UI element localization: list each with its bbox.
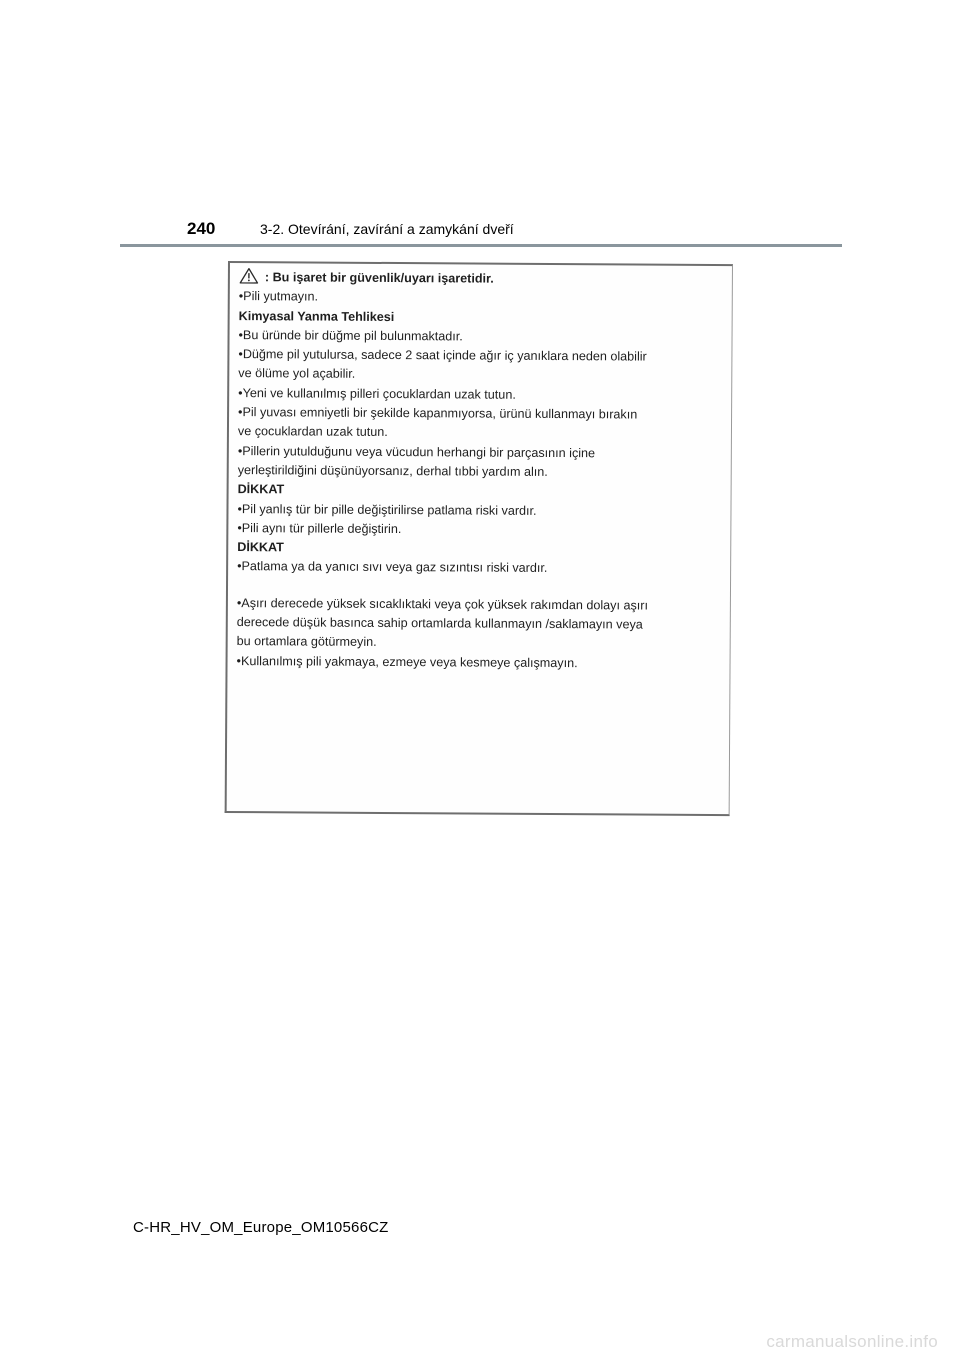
label-text: : Bu işaret bir güvenlik/uyarı işaretidir. (264, 270, 494, 286)
label-line: •Pili aynı tür pillerle değiştirin. (237, 520, 402, 536)
label-line: •Pil yanlış tür bir pille değiştirilirse patlama riski vardır. (237, 501, 537, 518)
header-divider (120, 244, 842, 247)
label-line: •Bu üründe bir düğme pil bulunmaktadır. (238, 327, 463, 344)
label-line: •Pillerin yutulduğunu veya vücudun herhangi bir parçasının içine (237, 443, 596, 460)
label-line: •Düğme pil yutulursa, sadece 2 saat içinde ağır iç yanıklara neden olabilir (238, 347, 647, 364)
label-line: bu ortamlara götürmeyin. (236, 634, 377, 650)
label-line: yerleştirildiğini düşünüyorsanız, derhal tıbbi yardım alın. (237, 463, 548, 479)
section-title: 3-2. Otevírání, zavírání a zamykání dveří (260, 221, 514, 237)
label-line: •Yeni ve kullanılmış pilleri çocuklardan uzak tutun. (238, 385, 516, 402)
label-line: ve ölüme yol açabilir. (238, 366, 356, 382)
label-line: •Patlama ya da yanıcı sıvı veya gaz sızıntısı riski vardır. (237, 559, 548, 576)
label-line: •Pili yutmayın. (238, 289, 319, 304)
label-heading: DİKKAT (237, 540, 284, 555)
label-text-block (236, 267, 724, 674)
label-line: ve çocuklardan uzak tutun. (237, 424, 388, 440)
label-line: •Pil yuvası emniyetli bir şekilde kapanmıyorsa, ürünü kullanmayı bırakın (238, 405, 638, 422)
page-number: 240 (187, 219, 216, 238)
label-line: •Aşırı derecede yüksek sıcaklıktaki veya çok yüksek rakımdan dolayı aşırı (236, 595, 649, 613)
document-code: C-HR_HV_OM_Europe_OM10566CZ (133, 1219, 389, 1236)
warning-triangle-icon (239, 267, 259, 284)
battery-warning-label-image (225, 261, 733, 816)
label-heading: DİKKAT (237, 482, 285, 497)
label-line: derecede düşük basınca sahip ortamlarda kullanmayın /saklamayın veya (236, 615, 643, 632)
label-heading: Kimyasal Yanma Tehlikesi (238, 308, 395, 324)
watermark: carmanualsonline.info (766, 1332, 938, 1351)
label-line: •Kullanılmış pili yakmaya, ezmeye veya kesmeye çalışmayın. (236, 653, 578, 670)
